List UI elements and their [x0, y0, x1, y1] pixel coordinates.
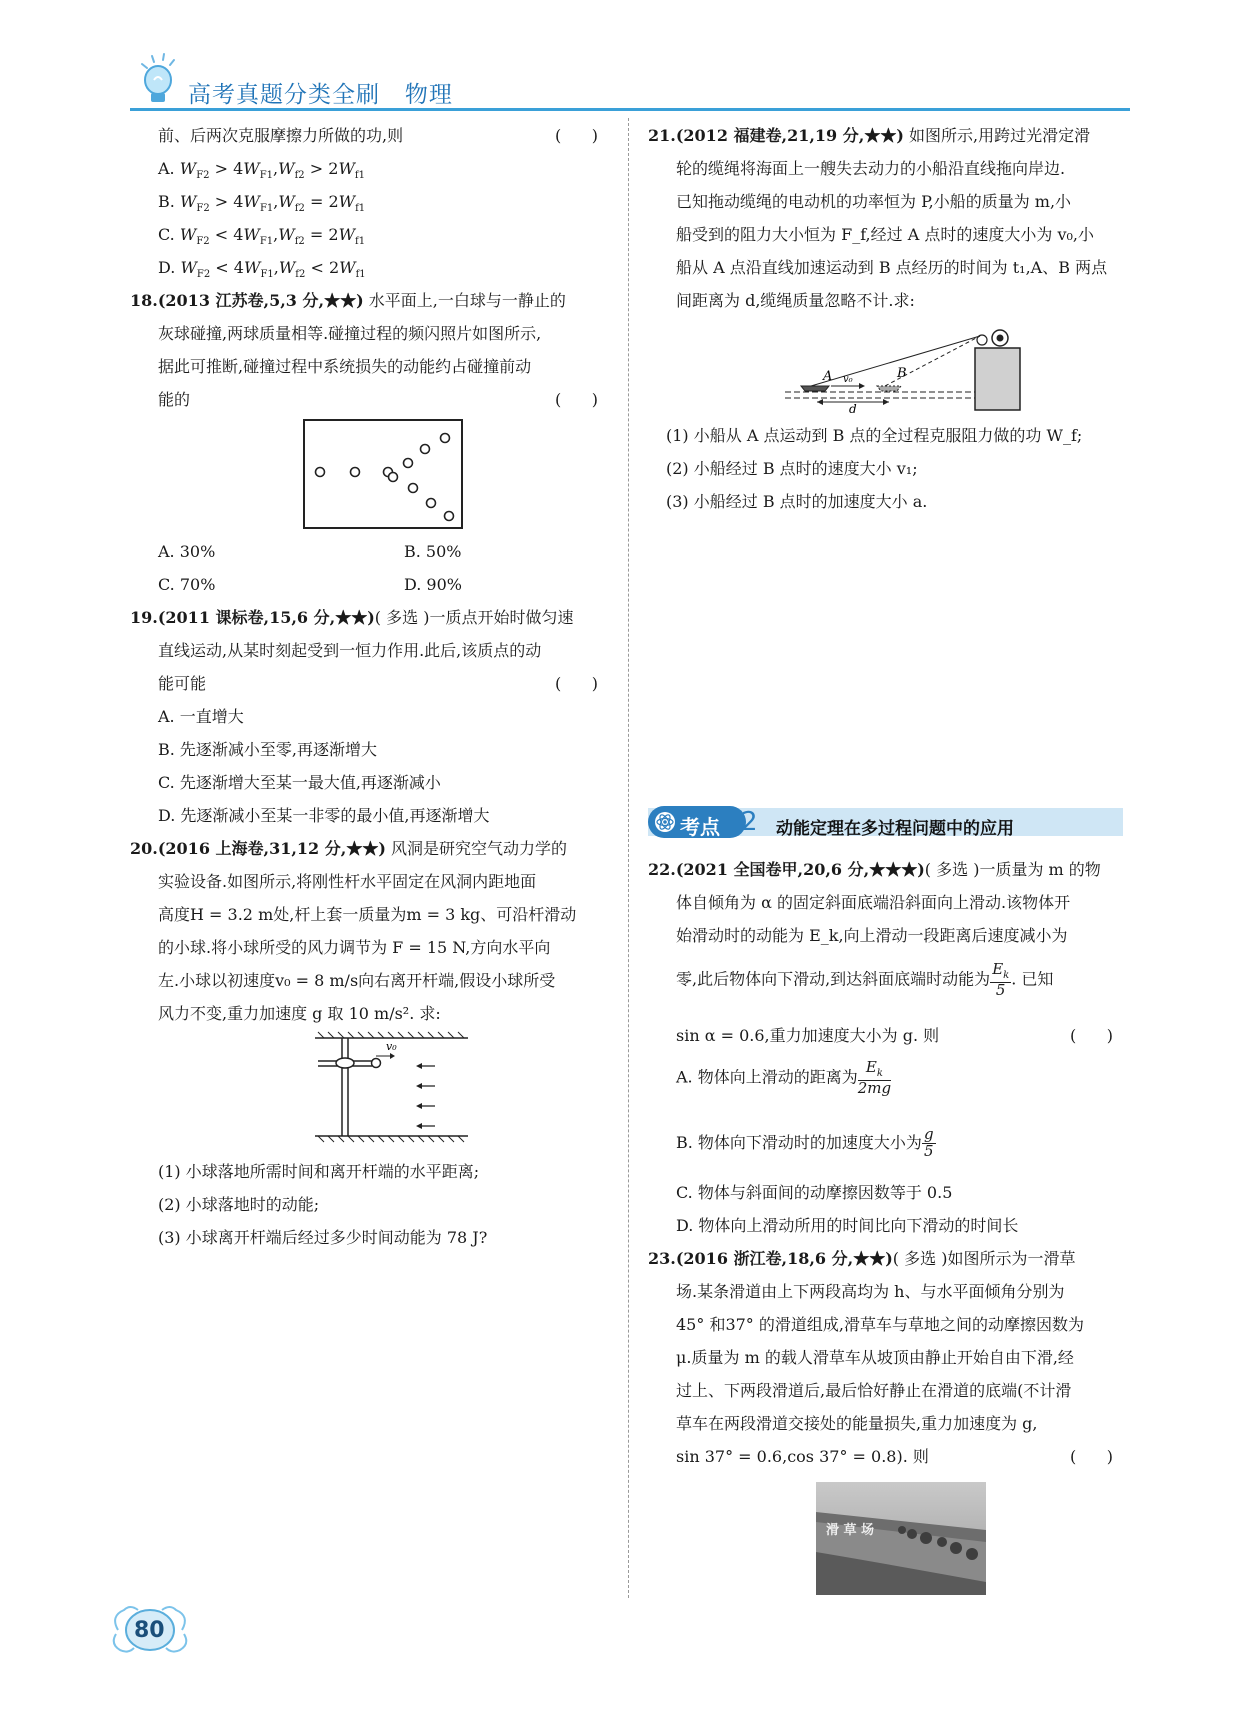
question-tag: ( 多选 ): [374, 608, 430, 627]
boat-pulley-figure: [785, 320, 1025, 415]
q23-line-4: μ.质量为 m 的载人滑草车从坡顶由静止开始自由下滑,经: [676, 1348, 1074, 1367]
question-number: 20.: [130, 839, 158, 858]
header-title: 高考真题分类全刷 物理: [188, 82, 453, 108]
q21-line-3: 已知拖动缆绳的电动机的功率恒为 P,小船的质量为 m,小: [676, 192, 1072, 211]
q20-line-6: 风力不变,重力加速度 g 取 10 m/s². 求:: [158, 1004, 441, 1023]
q20-line-3: 高度H = 3.2 m处,杆上套一质量为m = 3 kg、可沿杆滑动: [158, 905, 577, 924]
q22-option-c[interactable]: C. 物体与斜面间的动摩擦因数等于 0.5: [676, 1183, 953, 1202]
q18-option-a[interactable]: A. 30%: [158, 542, 216, 561]
question-number: 18.: [130, 291, 158, 310]
atom-icon: [653, 810, 677, 834]
wind-tunnel-figure: [310, 1030, 475, 1148]
q18-line-3: 据此可推断,碰撞过程中系统损失的动能约占碰撞前动: [158, 357, 532, 376]
question-source: (2016 上海卷,31,12 分,★★): [157, 839, 386, 858]
fraction-ek-over-5: $\frac{E_k}{5}$: [992, 960, 1010, 999]
question-tag: ( 多选 ): [924, 860, 980, 879]
q21-sub-2: (2) 小船经过 B 点时的速度大小 v₁;: [666, 459, 918, 478]
lightbulb-icon: [130, 50, 190, 110]
q21-line-1: 21.(2012 福建卷,21,19 分,★★) 如图所示,用跨过光滑定滑: [648, 126, 1091, 145]
q20-line-4: 的小球.将小球所受的风力调节为 F = 15 N,方向水平向: [158, 938, 551, 957]
question-source: (2021 全国卷甲,20,6 分,★★★): [675, 860, 925, 879]
q17-option-d[interactable]: D. $W_{F2} < 4W_{F1},W_{f2} < 2W_{f1}$: [158, 258, 366, 281]
velocity-label: v₀: [843, 374, 853, 385]
q20-line-5: 左.小球以初速度v₀ = 8 m/s向右离开杆端,假设小球所受: [158, 971, 556, 990]
q19-option-d[interactable]: D. 先逐渐减小至某一非零的最小值,再逐渐增大: [158, 806, 490, 825]
page-number: 80: [134, 1618, 165, 1643]
q21-line-5: 船从 A 点沿直线加速运动到 B 点经历的时间为 t₁,A、B 两点: [676, 258, 1108, 277]
q19-option-b[interactable]: B. 先逐渐减小至零,再逐渐增大: [158, 740, 378, 759]
answer-blank: ( ): [555, 126, 598, 145]
q20-line-2: 实验设备.如图所示,将刚性杆水平固定在风洞内距地面: [158, 872, 537, 891]
q21-line-6: 间距离为 d,缆绳质量忽略不计.求:: [676, 291, 915, 310]
q18-option-d[interactable]: D. 90%: [404, 575, 462, 594]
velocity-label: v₀: [386, 1040, 397, 1053]
q22-line-2: 体自倾角为 α 的固定斜面底端沿斜面向上滑动.该物体开: [676, 893, 1071, 912]
page-header: [130, 50, 1130, 110]
q17-option-b[interactable]: B. $W_{F2} > 4W_{F1},W_{f2} = 2W_{f1}$: [158, 192, 366, 215]
q17-option-c[interactable]: C. $W_{F2} < 4W_{F1},W_{f2} = 2W_{f1}$: [158, 225, 366, 248]
q22-option-a[interactable]: A. 物体向上滑动的距离为 $\frac{E_k}{2mg}$: [676, 1058, 892, 1097]
question-source: (2013 江苏卷,5,3 分,★★): [157, 291, 364, 310]
q23-line-7: sin 37° = 0.6,cos 37° = 0.8). 则: [676, 1447, 929, 1466]
q22-line-4: 零,此后物体向下滑动,到达斜面底端时动能为 $\frac{E_k}{5}$ . 已知: [676, 960, 1054, 999]
q18-option-b[interactable]: B. 50%: [404, 542, 462, 561]
header-rule: [130, 108, 1130, 111]
answer-blank: ( ): [555, 390, 598, 409]
q21-sub-1: (1) 小船从 A 点运动到 B 点的全过程克服阻力做的功 W_f;: [666, 426, 1083, 445]
point-b-label: B: [897, 366, 907, 381]
question-number: 21.: [648, 126, 676, 145]
q18-line-1: 18.(2013 江苏卷,5,3 分,★★) 水平面上,一白球与一静止的: [130, 291, 566, 310]
section-number: 2: [741, 807, 758, 837]
q23-line-2: 场.某条滑道由上下两段高均为 h、与水平面倾角分别为: [676, 1282, 1065, 1301]
q19-option-c[interactable]: C. 先逐渐增大至某一最大值,再逐渐减小: [158, 773, 441, 792]
question-tag: ( 多选 ): [892, 1249, 948, 1268]
q21-sub-3: (3) 小船经过 B 点时的加速度大小 a.: [666, 492, 928, 511]
q20-sub-2: (2) 小球落地时的动能;: [158, 1195, 320, 1214]
q20-sub-1: (1) 小球落地所需时间和离开杆端的水平距离;: [158, 1162, 480, 1181]
q19-option-a[interactable]: A. 一直增大: [158, 707, 244, 726]
answer-blank: ( ): [1070, 1026, 1113, 1045]
q21-line-2: 轮的缆绳将海面上一艘失去动力的小船沿直线拖向岸边.: [676, 159, 1066, 178]
q18-line-4: 能的: [158, 390, 191, 409]
q21-line-4: 船受到的阻力大小恒为 F_f,经过 A 点时的速度大小为 v₀,小: [676, 225, 1094, 244]
fraction-g-over-5: $\frac{g}{5}$: [923, 1125, 934, 1160]
q22-line-5: sin α = 0.6,重力加速度大小为 g. 则: [676, 1026, 940, 1045]
q22-line-3: 始滑动时的动能为 E_k,向上滑动一段距离后速度减小为: [676, 926, 1068, 945]
q19-line-1: 19.(2011 课标卷,15,6 分,★★)( 多选 )一质点开始时做匀速: [130, 608, 574, 627]
q23-line-6: 草车在两段滑道交接处的能量损失,重力加速度为 g,: [676, 1414, 1038, 1433]
section-title: 动能定理在多过程问题中的应用: [776, 819, 1014, 839]
answer-blank: ( ): [555, 674, 598, 693]
q23-line-5: 过上、下两段滑道后,最后恰好静止在滑道的底端(不计滑: [676, 1381, 1072, 1400]
q20-line-1: 20.(2016 上海卷,31,12 分,★★) 风洞是研究空气动力学的: [130, 839, 568, 858]
q18-line-2: 灰球碰撞,两球质量相等.碰撞过程的频闪照片如图所示,: [158, 324, 542, 343]
q17-intro: 前、后两次克服摩擦力所做的功,则: [158, 126, 404, 145]
q19-line-3: 能可能: [158, 674, 207, 693]
q19-line-2: 直线运动,从某时刻起受到一恒力作用.此后,该质点的动: [158, 641, 542, 660]
question-source: (2011 课标卷,15,6 分,★★): [157, 608, 375, 627]
q18-option-c[interactable]: C. 70%: [158, 575, 216, 594]
collision-photo-figure: [303, 419, 463, 529]
q23-line-3: 45° 和37° 的滑道组成,滑草车与草地之间的动摩擦因数为: [676, 1315, 1084, 1334]
answer-blank: ( ): [1070, 1447, 1113, 1466]
q22-line-1: 22.(2021 全国卷甲,20,6 分,★★★)( 多选 )一质量为 m 的物: [648, 860, 1101, 879]
q20-sub-3: (3) 小球离开杆端后经过多少时间动能为 78 J?: [158, 1228, 488, 1247]
column-divider: [628, 118, 629, 1598]
grass-slope-photo: [816, 1482, 986, 1595]
q22-option-b[interactable]: B. 物体向下滑动时的加速度大小为 $\frac{g}{5}$: [676, 1125, 934, 1160]
photo-sign-text: 滑 草 场: [826, 1523, 875, 1538]
question-number: 23.: [648, 1249, 676, 1268]
question-source: (2016 浙江卷,18,6 分,★★): [675, 1249, 893, 1268]
fraction-ek-over-2mg: $\frac{E_k}{2mg}$: [857, 1058, 892, 1097]
question-number: 22.: [648, 860, 676, 879]
question-source: (2012 福建卷,21,19 分,★★): [675, 126, 904, 145]
q22-option-d[interactable]: D. 物体向上滑动所用的时间比向下滑动的时间长: [676, 1216, 1019, 1235]
question-number: 19.: [130, 608, 158, 627]
q23-line-1: 23.(2016 浙江卷,18,6 分,★★)( 多选 )如图所示为一滑草: [648, 1249, 1076, 1268]
section-badge-label: 考点: [680, 815, 720, 839]
distance-label: d: [849, 402, 857, 415]
q17-option-a[interactable]: A. $W_{F2} > 4W_{F1},W_{f2} > 2W_{f1}$: [158, 159, 365, 182]
point-a-label: A: [823, 369, 833, 384]
